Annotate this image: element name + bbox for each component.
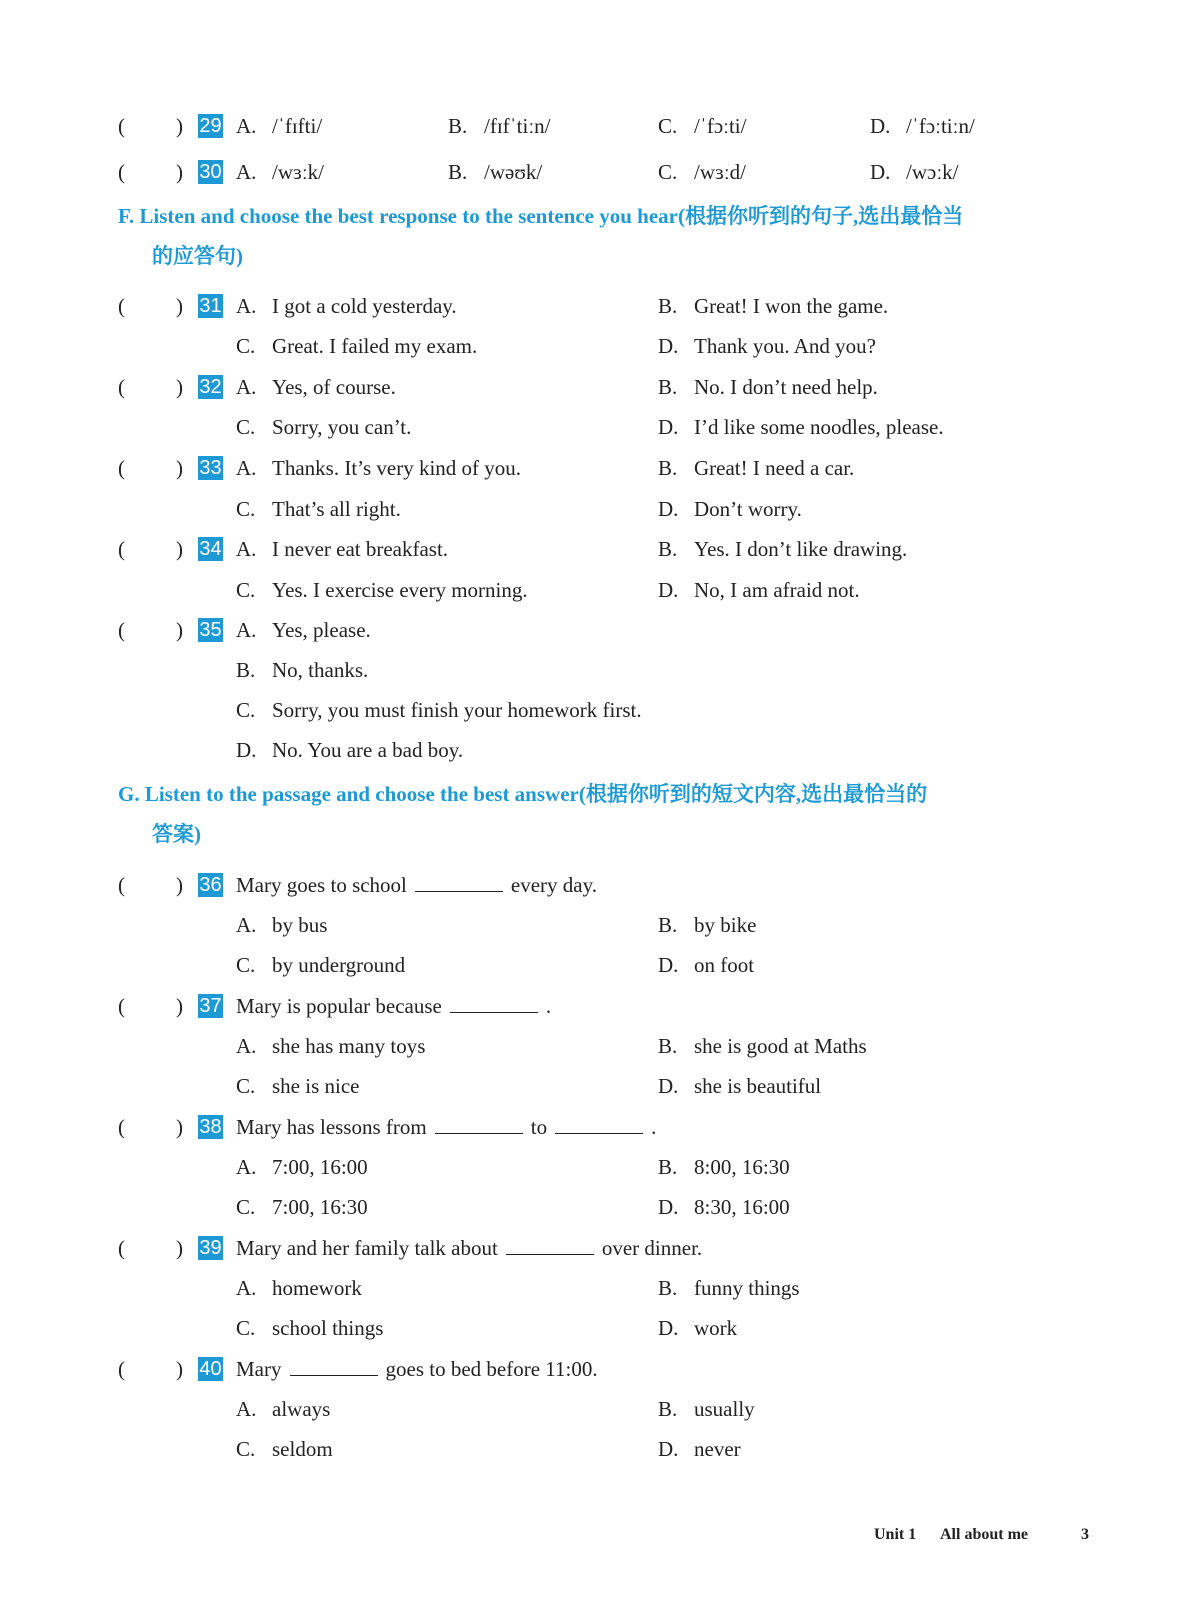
question-34-cd xyxy=(0,575,1200,605)
option-d[interactable]: D. /wɔːk/ xyxy=(870,160,959,184)
answer-paren-close: ) xyxy=(176,994,183,1018)
answer-paren-open[interactable]: ( xyxy=(118,537,125,561)
question-number-badge: 29 xyxy=(199,115,222,137)
option-a[interactable]: A. Yes, please. xyxy=(236,618,371,642)
option-b[interactable]: B. she is good at Maths xyxy=(658,1034,867,1058)
option-b[interactable]: B. No. I don’t need help. xyxy=(658,375,878,399)
option-c[interactable]: C. by underground xyxy=(236,953,406,977)
question-stem: Mary goes to school every day. xyxy=(236,873,597,897)
option-b[interactable]: B. 8:00, 16:30 xyxy=(658,1155,790,1179)
option-c[interactable]: C. Sorry, you can’t. xyxy=(236,415,412,439)
question-36-ab xyxy=(0,910,1200,940)
answer-paren-close: ) xyxy=(176,1236,183,1260)
option-d[interactable]: D. /ˈfɔːtiːn/ xyxy=(870,114,975,138)
question-33 xyxy=(0,453,1200,483)
question-35-d xyxy=(0,735,1200,765)
option-d[interactable]: D. 8:30, 16:00 xyxy=(658,1195,790,1219)
answer-paren-close: ) xyxy=(176,375,183,399)
question-32 xyxy=(0,372,1200,402)
question-stem: Mary and her family talk about over dinner. xyxy=(236,1236,703,1260)
question-32-cd xyxy=(0,412,1200,442)
option-c[interactable]: C. seldom xyxy=(236,1437,333,1461)
answer-paren-close: ) xyxy=(176,873,183,897)
option-a[interactable]: A. Yes, of course. xyxy=(236,375,396,399)
answer-paren-open[interactable]: ( xyxy=(118,1357,125,1381)
option-a[interactable]: A. /ˈfɪfti/ xyxy=(236,114,323,138)
answer-paren-close: ) xyxy=(176,1357,183,1381)
answer-paren-close: ) xyxy=(176,456,183,480)
option-c[interactable]: C. 7:00, 16:30 xyxy=(236,1195,368,1219)
option-d[interactable]: D. never xyxy=(658,1437,741,1461)
question-39-cd xyxy=(0,1313,1200,1343)
question-35-c xyxy=(0,695,1200,725)
answer-blank xyxy=(450,992,538,1013)
question-number-badge: 39 xyxy=(199,1237,222,1259)
option-a[interactable]: A. I never eat breakfast. xyxy=(236,537,449,561)
question-number-badge: 30 xyxy=(199,161,222,183)
answer-blank xyxy=(435,1113,523,1134)
question-number-badge: 38 xyxy=(199,1116,222,1138)
question-31-cd xyxy=(0,331,1200,361)
question-stem: Mary is popular because . xyxy=(236,994,552,1018)
option-d[interactable]: D. Thank you. And you? xyxy=(658,334,876,358)
answer-paren-close: ) xyxy=(176,618,183,642)
option-d[interactable]: D. work xyxy=(658,1316,738,1340)
question-stem: Mary has lessons from to . xyxy=(236,1115,657,1139)
option-b[interactable]: B. usually xyxy=(658,1397,755,1421)
question-31 xyxy=(0,291,1200,321)
option-b[interactable]: B. /fɪfˈtiːn/ xyxy=(448,114,551,138)
answer-paren-open[interactable]: ( xyxy=(118,1236,125,1260)
option-c[interactable]: C. Great. I failed my exam. xyxy=(236,334,478,358)
question-number-badge: 31 xyxy=(199,295,222,317)
question-number-badge: 36 xyxy=(199,874,222,896)
answer-paren-open[interactable]: ( xyxy=(118,1115,125,1139)
option-c[interactable]: C. That’s all right. xyxy=(236,497,401,521)
question-36-cd xyxy=(0,950,1200,980)
question-number-badge: 33 xyxy=(199,457,222,479)
option-b[interactable]: B. No, thanks. xyxy=(236,658,369,682)
option-a[interactable]: A. she has many toys xyxy=(236,1034,426,1058)
option-d[interactable]: D. on foot xyxy=(658,953,755,977)
question-37-ab xyxy=(0,1031,1200,1061)
answer-paren-open[interactable]: ( xyxy=(118,618,125,642)
question-38-ab xyxy=(0,1152,1200,1182)
question-40 xyxy=(0,1354,1200,1384)
question-38-cd xyxy=(0,1192,1200,1222)
option-a[interactable]: A. /wɜːk/ xyxy=(236,160,324,184)
question-33-cd xyxy=(0,494,1200,524)
option-c[interactable]: C. she is nice xyxy=(236,1074,360,1098)
section-g-heading: G. Listen to the passage and choose the best answer(根据你听到的短文内容,选出最恰当的 答案) xyxy=(118,782,928,846)
option-c[interactable]: C. /ˈfɔːti/ xyxy=(658,114,747,138)
question-30 xyxy=(0,157,1200,187)
question-37 xyxy=(0,991,1200,1021)
option-a[interactable]: A. homework xyxy=(236,1276,362,1300)
answer-paren-open[interactable]: ( xyxy=(118,114,125,138)
option-b[interactable]: B. funny things xyxy=(658,1276,800,1300)
question-number-badge: 37 xyxy=(199,995,222,1017)
option-b[interactable]: B. by bike xyxy=(658,913,757,937)
question-number-badge: 35 xyxy=(199,619,222,641)
question-39 xyxy=(0,1233,1200,1263)
option-c[interactable]: C. /wɜːd/ xyxy=(658,160,746,184)
page-number: 3 xyxy=(1081,1526,1089,1543)
footer-title: All about me xyxy=(940,1526,1028,1543)
answer-paren-close: ) xyxy=(176,114,183,138)
question-40-cd xyxy=(0,1434,1200,1464)
question-29 xyxy=(0,111,1200,141)
option-b[interactable]: B. Yes. I don’t like drawing. xyxy=(658,537,908,561)
answer-paren-close: ) xyxy=(176,1115,183,1139)
answer-paren-close: ) xyxy=(176,537,183,561)
option-b[interactable]: B. Great! I won the game. xyxy=(658,294,889,318)
option-d[interactable]: D. Don’t worry. xyxy=(658,497,802,521)
question-35-b xyxy=(0,655,1200,685)
question-40-ab xyxy=(0,1394,1200,1424)
answer-blank xyxy=(415,871,503,892)
option-c[interactable]: C. school things xyxy=(236,1316,384,1340)
question-36 xyxy=(0,870,1200,900)
option-d[interactable]: D. she is beautiful xyxy=(658,1074,822,1098)
option-d[interactable]: D. No, I am afraid not. xyxy=(658,578,860,602)
answer-paren-open[interactable]: ( xyxy=(118,375,125,399)
answer-blank xyxy=(506,1234,594,1255)
question-34 xyxy=(0,534,1200,564)
question-35 xyxy=(0,615,1200,645)
option-b[interactable]: B. /wəʊk/ xyxy=(448,160,543,184)
answer-paren-open[interactable]: ( xyxy=(118,160,125,184)
option-a[interactable]: A. I got a cold yesterday. xyxy=(236,294,457,318)
question-38 xyxy=(0,1112,1200,1142)
answer-paren-open[interactable]: ( xyxy=(118,294,125,318)
option-a[interactable]: A. Thanks. It’s very kind of you. xyxy=(236,456,522,480)
footer-unit: Unit 1 xyxy=(874,1526,917,1543)
option-c[interactable]: C. Sorry, you must finish your homework first. xyxy=(236,698,642,722)
answer-paren-open[interactable]: ( xyxy=(118,994,125,1018)
question-number-badge: 40 xyxy=(199,1358,222,1380)
question-number-badge: 34 xyxy=(199,538,222,560)
option-d[interactable]: D. No. You are a bad boy. xyxy=(236,738,464,762)
option-d[interactable]: D. I’d like some noodles, please. xyxy=(658,415,944,439)
answer-blank xyxy=(555,1113,643,1134)
option-b[interactable]: B. Great! I need a car. xyxy=(658,456,855,480)
answer-paren-close: ) xyxy=(176,160,183,184)
section-f-heading: F. Listen and choose the best response to the sentence you hear(根据你听到的句子,选出最恰当 的应答句) xyxy=(118,204,964,268)
option-a[interactable]: A. 7:00, 16:00 xyxy=(236,1155,368,1179)
answer-paren-close: ) xyxy=(176,294,183,318)
question-39-ab xyxy=(0,1273,1200,1303)
answer-blank xyxy=(290,1355,378,1376)
option-c[interactable]: C. Yes. I exercise every morning. xyxy=(236,578,528,602)
question-number-badge: 32 xyxy=(199,376,222,398)
option-a[interactable]: A. always xyxy=(236,1397,331,1421)
answer-paren-open[interactable]: ( xyxy=(118,456,125,480)
option-a[interactable]: A. by bus xyxy=(236,913,328,937)
answer-paren-open[interactable]: ( xyxy=(118,873,125,897)
question-37-cd xyxy=(0,1071,1200,1101)
question-stem: Mary goes to bed before 11:00. xyxy=(236,1357,598,1381)
